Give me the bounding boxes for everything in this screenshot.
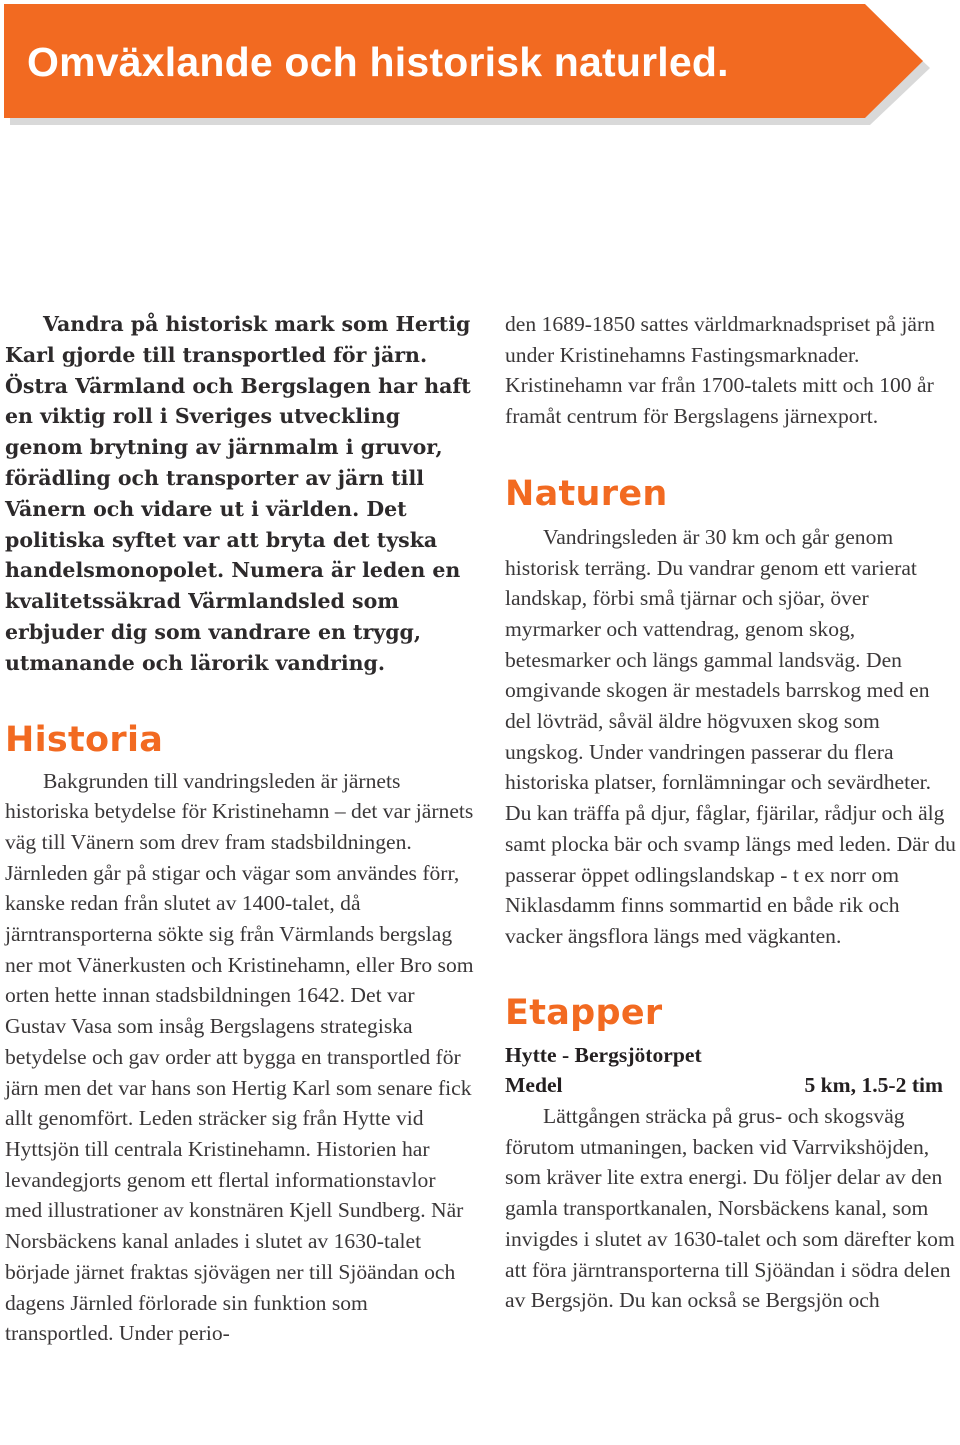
stage-meta	[505, 1070, 943, 1101]
naturen-heading: Naturen	[505, 473, 668, 514]
intro-paragraph: Vandra på historisk mark som Hertig Karl gjorde till transportled för järn. Östra Värmland och Bergslagen har haft en viktig roll i Sveriges utveckling genom brytning av järnmalm i gruvor, förädling och transporter av järn till Vänern och vidare ut i världen. Det politiska syftet var att bryta det tyska handelsmonopolet. Numera är leden en kvalitetssäkrad Värmlandsled som erbjuder dig som vandrare en trygg, utmanande och lärorik vandring.	[5, 312, 471, 675]
historia-paragraph-continued: den 1689-1850 sattes världmarknadspriset på järn under Kristinehamns Fastingsmarknader. Kristinehamn var från 1700-talets mitt och 100 år framåt centrum för Bergslagens järnexport.	[505, 312, 935, 429]
page-title: Omväxlande och historisk naturled.	[27, 39, 729, 85]
etapper-paragraph: Lättgången sträcka på grus- och skogsväg förutom utmaningen, backen vid Varrvikshöjden, som kräver lite extra energi. Du följer delar av den gamla transportkanalen, Norsbäckens kanal, som invigdes i slutet av 1630-talet och som därefter kom att föra järntransporterna till Sjöändan i södra delen av Bergsjön. Du kan också se Bergsjön och	[505, 1104, 955, 1313]
historia-paragraph: Bakgrunden till vandringsleden är järnets historiska betydelse för Kristinehamn – det var järnets väg till Vänern som drev fram stadsbildningen. Järnleden går på stigar och vägar som användes förr, kanske redan från slutet av 1400-talet, då järntransporterna sökte sig från Värmlands bergslag ner mot Vänerkusten och Kristinehamn, eller Bro som orten hette innan stadsbildningen 1642. Det var Gustav Vasa som insåg Bergslagens strategiska betydelse och gav order att bygga en transportled för järn men det var hans son Hertig Karl som senare fick allt genomfört. Leden sträcker sig från Hytte vid Hyttsjön till centrala Kristinehamn. Historien har levandegjorts genom ett flertal informationstavlor med illustrationer av konstnären Kjell Sundberg. När Norsbäckens kanal anlades i slutet av 1630-talet började järnet fraktas sjövägen ner till Sjöändan och dagens Järnled förlorade sin funktion som transportled. Under perio-	[5, 768, 474, 1346]
stage-difficulty: Medel	[505, 1073, 563, 1098]
title-banner	[0, 0, 960, 130]
stage-title: Hytte - Bergsjötorpet	[505, 1042, 702, 1067]
etapper-heading: Etapper	[505, 992, 663, 1033]
right-column	[505, 309, 960, 1316]
naturen-paragraph: Vandringsleden är 30 km och går genom historisk terräng. Du vandrar genom ett varierat landskap, förbi små tjärnar och sjöar, över myrmarker och vattendrag, genom skog, betesmarker och längs gammal landsväg. Den omgivande skogen är mestadels barrskog med en del lövträd, såväl äldre högvuxen skog som ungskog. Under vandringen passerar du flera historiska platser, fornlämningar och sevärdheter. Du kan träffa på djur, fåglar, fjärilar, rådjur och älg samt plocka bär och svamp längs med leden. Där du passerar öppet odlingslandskap - t ex norr om Niklasdamm finns sommartid en både rik och vacker ängsflora längs med vägkanten.	[505, 524, 956, 948]
left-column	[5, 309, 475, 1349]
stage-distance-time: 5 km, 1.5-2 tim	[804, 1073, 943, 1098]
historia-heading: Historia	[5, 719, 164, 760]
